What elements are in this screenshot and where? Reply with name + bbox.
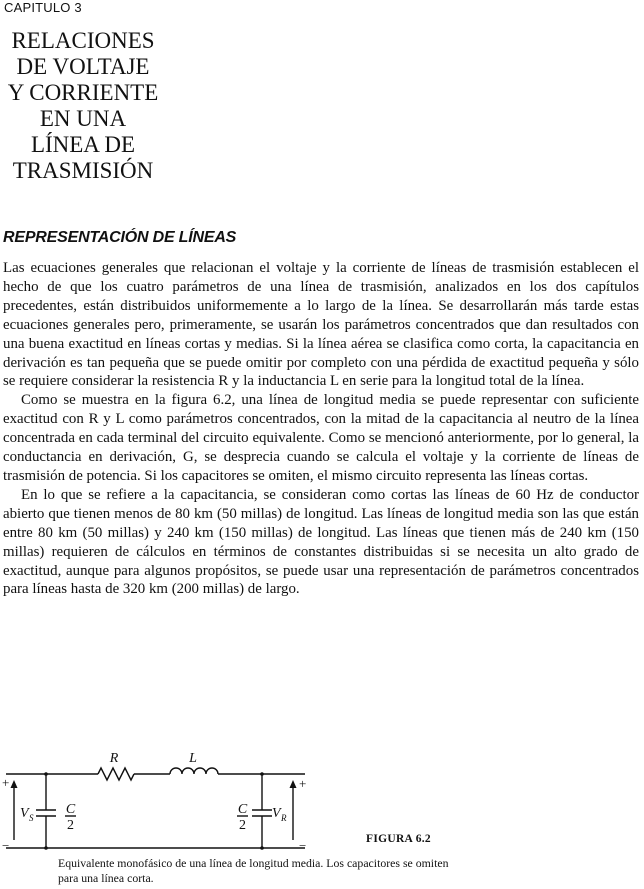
vr-subscript: R xyxy=(281,813,287,823)
chapter-title xyxy=(2,28,164,184)
chapter-label: CAPITULO 3 xyxy=(4,0,82,15)
chapter-title-line: LÍNEA DE xyxy=(30,132,136,157)
figure-label: FIGURA 6.2 xyxy=(366,833,431,845)
plus-right: + xyxy=(299,776,307,791)
chapter-title-line: Y CORRIENTE xyxy=(7,80,159,105)
cap-right-numerator: C xyxy=(237,802,248,817)
resistor-symbol xyxy=(98,768,134,780)
body-text xyxy=(3,259,639,599)
vs-subscript: S xyxy=(29,813,34,823)
section-heading: REPRESENTACIÓN DE LÍNEAS xyxy=(3,229,237,246)
chapter-title-line: EN UNA xyxy=(39,106,127,131)
inductor-label: L xyxy=(189,752,197,766)
vr-label: V xyxy=(272,806,281,821)
cap-left-numerator: C xyxy=(65,802,76,817)
cap-left-denominator: 2 xyxy=(67,818,74,833)
minus-left: − xyxy=(2,838,10,853)
chapter-title-line: TRASMISIÓN xyxy=(12,158,154,183)
paragraph: Como se muestra en la figura 6.2, una línea de longitud media se puede representar con suficiente exactitud con R y L como parámetros concentrados, con la mitad de la capacitancia al neutro de la línea concentrada en cada terminal del circuito equivalente. Como se mencionó anteriormente, por lo general, la conductancia en derivación, G, se desprecia cuando se calcula el voltaje y la corriente de líneas de trasmisión de potencia. Si los capacitores se omiten, el mismo circuito representa las líneas cortas. xyxy=(3,392,639,484)
plus-left: + xyxy=(2,775,10,790)
paragraph: Las ecuaciones generales que relacionan el voltaje y la corriente de líneas de trasmisión establecen el hecho de que los cuatro parámetros de una línea de trasmisión, analizados en los dos capítulos precedentes, están distribuidos uniformemente a lo largo de la línea. Se desarrollarán más tarde estas ecuaciones generales pero, primeramente, se usarán los parámetros concentrados que dan resultados con una buena exactitud en líneas cortas y medias. Si la línea aérea se clasifica como corta, la capacitancia en derivación es tan pequeña que se puede omitir por completo con una pérdida de exactitud pequeña y sólo se requiere considerar la resistencia R y la inductancia L en serie para la longitud total de la línea. xyxy=(3,260,639,390)
cap-right-denominator: 2 xyxy=(239,818,246,833)
inductor-symbol xyxy=(170,768,218,774)
circuit-diagram xyxy=(0,752,644,857)
resistor-label: R xyxy=(109,752,119,766)
vs-label: V xyxy=(20,806,29,821)
paragraph: En lo que se refiere a la capacitancia, se consideran como cortas las líneas de 60 Hz de conductor abierto que tienen menos de 80 km (50 millas) de longitud. Las líneas de longitud media son las que están entre 80 km (50 millas) y 240 km (150 millas) de longitud. Las líneas que tienen más de 240 km (150 millas) requieren de cálculos en términos de constantes distribuidas si se necesita un alto grado de exactitud, aunque para algunos propósitos, se puede usar una representación de parámetros concentrados para líneas hasta de 320 km (200 millas) de largo. xyxy=(3,486,639,598)
chapter-title-line: RELACIONES xyxy=(11,28,155,53)
chapter-title-line: DE VOLTAJE xyxy=(16,54,150,79)
figure-caption: Equivalente monofásico de una línea de longitud media. Los capacitores se omiten para una línea corta. xyxy=(58,856,449,885)
minus-right: − xyxy=(299,838,307,853)
